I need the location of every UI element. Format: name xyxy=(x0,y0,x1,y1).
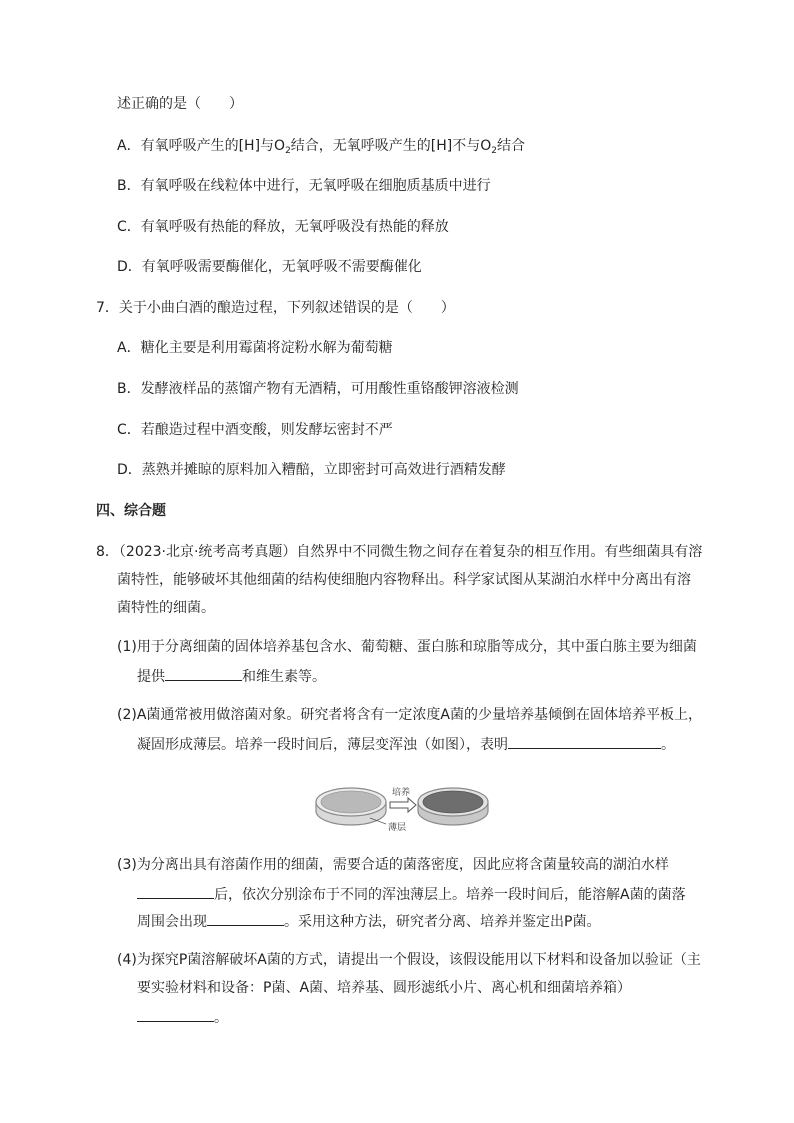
answer-blank-5[interactable] xyxy=(137,1006,214,1022)
q8-stem-line1: 8．（2023·北京·统考高考真题）自然界中不同微生物之间存在着复杂的相互作用。有些细菌具有溶 xyxy=(96,544,703,560)
q8-sub4-line3 xyxy=(137,1006,228,1028)
q8-sub1-line2 xyxy=(137,665,326,687)
section-title: 四、综合题 xyxy=(96,503,166,519)
q8-sub2-text-b: 。 xyxy=(661,737,675,753)
q6-option-a-subscript2: 2 xyxy=(491,146,498,156)
q6-stem-tail: 述正确的是（ ） xyxy=(117,96,243,112)
answer-blank-2[interactable] xyxy=(508,733,661,749)
q6-option-c: C．有氧呼吸有热能的释放，无氧呼吸没有热能的释放 xyxy=(117,219,449,235)
q8-sub2-text-a: 凝固形成薄层。培养一段时间后，薄层变浑浊（如图），表明 xyxy=(137,737,508,753)
q8-sub1-text-a: 提供 xyxy=(137,669,165,685)
q6-option-a-part2: 结合，无氧呼吸产生的[H]不与O xyxy=(290,138,492,154)
q6-option-a-subscript1: 2 xyxy=(285,146,291,156)
q8-sub3-line2 xyxy=(137,883,686,905)
q8-stem-line2: 菌特性，能够破坏其他细菌的结构使细胞内容物释出。科学家试图从某湖泊水样中分离出有溶 xyxy=(117,572,691,588)
petri-dish-figure xyxy=(312,780,492,836)
q6-option-a-part3: 结合 xyxy=(497,138,526,154)
q8-sub3-line3 xyxy=(137,910,600,932)
q7-option-b: B．发酵液样品的蒸馏产物有无酒精，可用酸性重铬酸钾溶液检测 xyxy=(117,381,519,397)
petri-dish-before xyxy=(316,788,386,825)
answer-blank-3[interactable] xyxy=(137,883,214,899)
q8-sub3-text-b: 后，依次分别涂布于不同的浑浊薄层上。培养一段时间后，能溶解A菌的菌落 xyxy=(214,887,686,903)
q8-stem-line3: 菌特性的细菌。 xyxy=(117,600,215,616)
answer-blank-4[interactable] xyxy=(207,910,284,926)
q6-option-d: D．有氧呼吸需要酶催化，无氧呼吸不需要酶催化 xyxy=(117,259,422,275)
q7-option-c: C．若酿造过程中酒变酸，则发酵坛密封不严 xyxy=(117,422,393,438)
q7-stem: 7．关于小曲白酒的酿造过程，下列叙述错误的是（ ） xyxy=(96,300,455,316)
q8-sub3-text-a: 周围会出现 xyxy=(137,914,207,930)
q8-sub4-text-b: 。 xyxy=(214,1010,228,1026)
petri-dish-after xyxy=(418,788,488,825)
q7-option-d: D．蒸熟并摊晾的原料加入糟醅，立即密封可高效进行酒精发酵 xyxy=(117,462,506,478)
layer-label: 薄层 xyxy=(388,823,407,833)
q8-sub2-line1: (2)A菌通常被用做溶菌对象。研究者将含有一定浓度A菌的少量培养基倾倒在固体培养平板上， xyxy=(117,707,702,723)
q8-sub4-line2: 要实验材料和设备：P菌、A菌、培养基、圆形滤纸小片、离心机和细菌培养箱） xyxy=(137,980,632,996)
q8-sub4-line1: (4)为探究P菌溶解破坏A菌的方式，请提出一个假设，该假设能用以下材料和设备加以验证（主 xyxy=(117,952,701,968)
arrow-label: 培养 xyxy=(392,788,411,798)
q6-option-a xyxy=(117,136,525,161)
q8-sub3-line1: (3)为分离出具有溶菌作用的细菌，需要合适的菌落密度，因此应将含菌量较高的湖泊水样 xyxy=(117,857,669,873)
answer-blank-1[interactable] xyxy=(165,665,242,681)
q8-sub1-text-b: 和维生素等。 xyxy=(242,669,326,685)
culture-arrow xyxy=(390,798,416,812)
q7-option-a: A．糖化主要是利用霉菌将淀粉水解为葡萄糖 xyxy=(117,340,393,356)
q8-sub1-line1: (1)用于分离细菌的固体培养基包含水、葡萄糖、蛋白胨和琼脂等成分，其中蛋白胨主要为细菌 xyxy=(117,639,697,655)
q6-option-b: B．有氧呼吸在线粒体中进行，无氧呼吸在细胞质基质中进行 xyxy=(117,178,491,194)
q8-sub3-text-c: 。采用这种方法，研究者分离、培养并鉴定出P菌。 xyxy=(284,914,601,930)
q8-sub2-line2 xyxy=(137,733,675,755)
q6-option-a-part1: A．有氧呼吸产生的[H]与O xyxy=(117,138,286,154)
